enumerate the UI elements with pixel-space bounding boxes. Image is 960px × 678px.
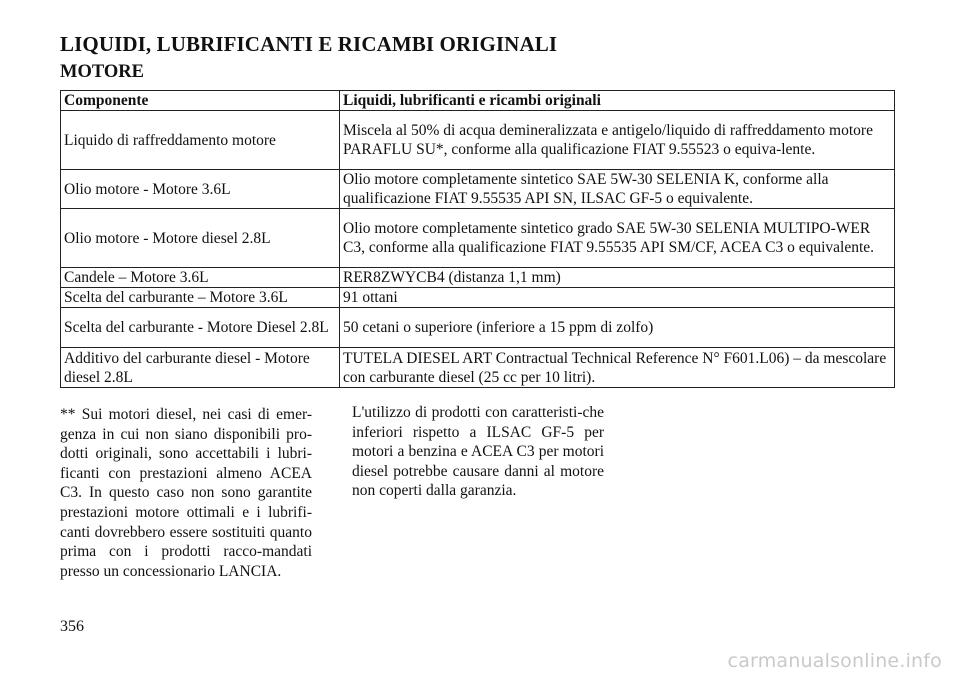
header-liquidi: Liquidi, lubrificanti e ricambi originali [340, 91, 895, 111]
table-cell-spec: RER8ZWYCB4 (distanza 1,1 mm) [340, 268, 895, 288]
table-row [61, 170, 895, 209]
page-number: 356 [60, 618, 84, 635]
table-cell-component: Liquido di raffreddamento motore [61, 111, 340, 170]
table-cell-component: Additivo del carburante diesel - Motore diesel 2.8L [61, 348, 340, 388]
table-cell-component: Candele – Motore 3.6L [61, 268, 340, 288]
table-row [61, 348, 895, 388]
table-cell-spec: Olio motore completamente sintetico grado SAE 5W-30 SELENIA MULTIPO-WER C3, conforme alla qualificazione FIAT 9.55535 API SM/CF, ACEA C3 o equivalente. [340, 209, 895, 268]
table-cell-component: Olio motore - Motore 3.6L [61, 170, 340, 209]
watermark: carmanualsonline.info [727, 650, 942, 672]
section-subtitle: MOTORE [60, 62, 144, 82]
table-cell-component: Scelta del carburante – Motore 3.6L [61, 288, 340, 308]
table-cell-component: Scelta del carburante - Motore Diesel 2.8L [61, 308, 340, 348]
table-row [61, 268, 895, 288]
table-cell-component: Olio motore - Motore diesel 2.8L [61, 209, 340, 268]
fluids-table [60, 90, 895, 388]
header-componente: Componente [61, 91, 340, 111]
table-cell-spec: Miscela al 50% di acqua demineralizzata e antigelo/liquido di raffreddamento motore PARAFLU SU*, conforme alla qualificazione FIAT 9.55523 o equiva-lente. [340, 111, 895, 170]
table-row [61, 308, 895, 348]
table-header-row [61, 91, 895, 111]
table-row [61, 288, 895, 308]
table-row [61, 111, 895, 170]
warranty-warning-note: L'utilizzo di prodotti con caratteristi-che inferiori rispetto a ILSAC GF-5 per motori a benzina e ACEA C3 per motori diesel potrebbe causare danni al motore non coperti dalla garanzia. [352, 404, 604, 500]
table-cell-spec: 91 ottani [340, 288, 895, 308]
table-cell-spec: Olio motore completamente sintetico SAE 5W-30 SELENIA K, conforme alla qualificazione FIAT 9.55535 API SN, ILSAC GF-5 o equivalente. [340, 170, 895, 209]
table-row [61, 209, 895, 268]
diesel-lubricant-note: ** Sui motori diesel, nei casi di emer-genza in cui non siano disponibili pro-dotti originali, sono accettabili i lubri-ficanti con prestazioni almeno ACEA C3. In questo caso non sono garantite prestazioni motore ottimali e i lubrifi-canti dovrebbero essere sostituiti quanto prima con i prodotti racco-mandati presso un concessionario LANCIA. [60, 406, 312, 580]
page-title: LIQUIDI, LUBRIFICANTI E RICAMBI ORIGINALI [60, 32, 558, 56]
table-cell-spec: TUTELA DIESEL ART Contractual Technical Reference N° F601.L06) – da mescolare con carburante diesel (25 cc per 10 litri). [340, 348, 895, 388]
table-cell-spec: 50 cetani o superiore (inferiore a 15 ppm di zolfo) [340, 308, 895, 348]
